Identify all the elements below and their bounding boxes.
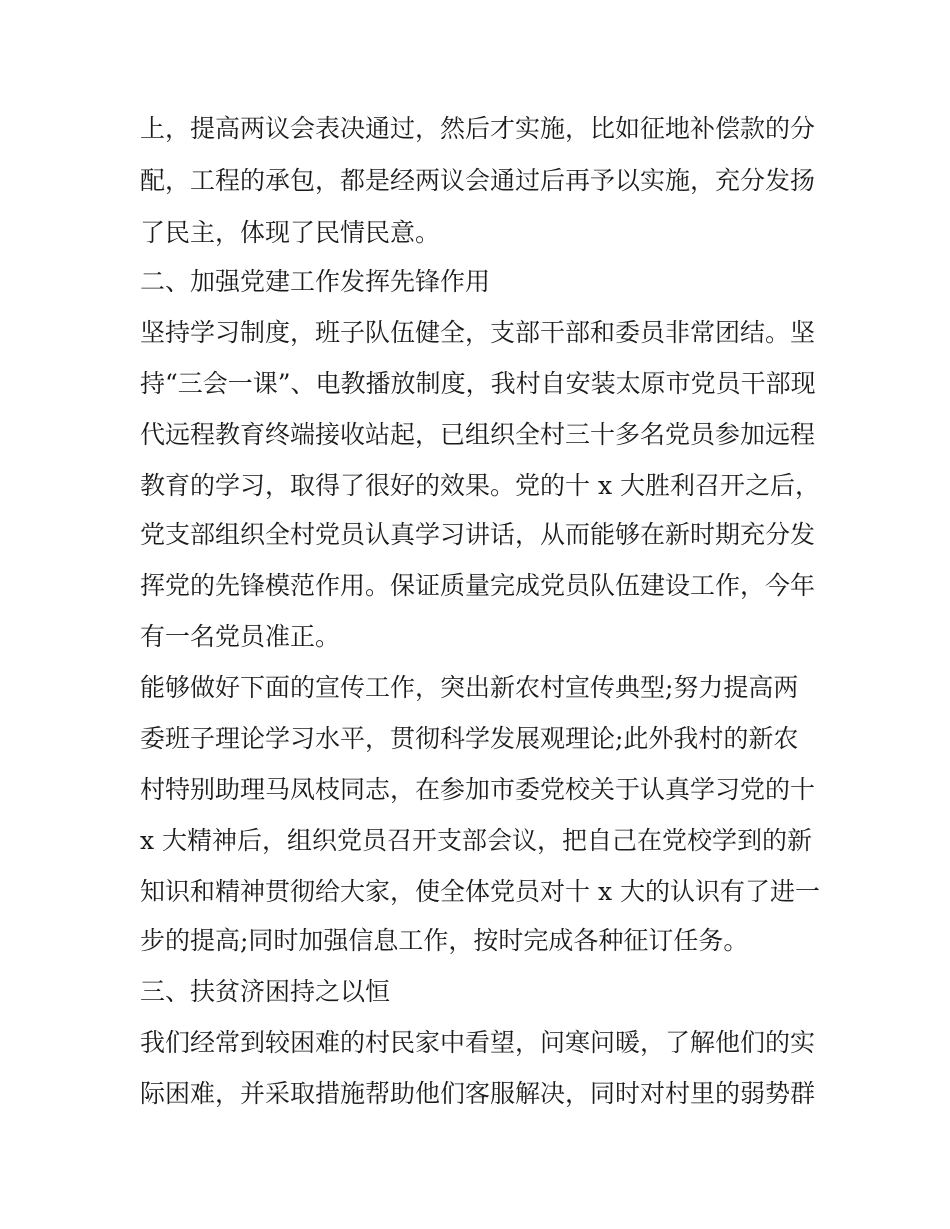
text-line: 际困难，并采取措施帮助他们客服解决，同时对村里的弱势群 [140,1079,816,1108]
section-heading: 二、加强党建工作发挥先锋作用 [140,267,491,296]
text-line: 上，提高两议会表决通过，然后才实施，比如征地补偿款的分 [140,114,816,143]
text-line: 村特别助理马凤枝同志，在参加市委党校关于认真学习党的十 [140,775,816,804]
text-line: 党支部组织全村党员认真学习讲话，从而能够在新时期充分发 [140,520,816,549]
text-line: 配，工程的承包，都是经两议会通过后再予以实施，充分发扬 [140,166,816,195]
text-line: 有一名党员准正。 [140,622,341,651]
text-line: 能够做好下面的宣传工作，突出新农村宣传典型;努力提高两 [140,673,799,702]
text-line: 我们经常到较困难的村民家中看望，问寒问暖，了解他们的实 [140,1028,816,1057]
text-line: 了民主，体现了民情民意。 [140,218,441,247]
text-line: 坚持学习制度，班子队伍健全，支部干部和委员非常团结。坚 [140,318,816,347]
text-line: 持“三会一课”、电教播放制度，我村自安装太原市党员干部现 [140,369,816,398]
section-heading: 三、扶贫济困持之以恒 [140,977,391,1006]
text-line: 教育的学习，取得了很好的效果。党的十 x 大胜利召开之后， [140,471,820,500]
text-line: 步的提高;同时加强信息工作，按时完成各种征订任务。 [140,926,749,955]
text-line: 代远程教育终端接收站起，已组织全村三十多名党员参加远程 [140,420,816,449]
text-line: 知识和精神贯彻给大家，使全体党员对十 x 大的认识有了进一 [140,877,820,906]
text-line: x 大精神后，组织党员召开支部会议，把自己在党校学到的新 [140,826,813,855]
text-line: 委班子理论学习水平，贯彻科学发展观理论;此外我村的新农 [140,724,799,753]
text-line: 挥党的先锋模范作用。保证质量完成党员队伍建设工作，今年 [140,571,816,600]
